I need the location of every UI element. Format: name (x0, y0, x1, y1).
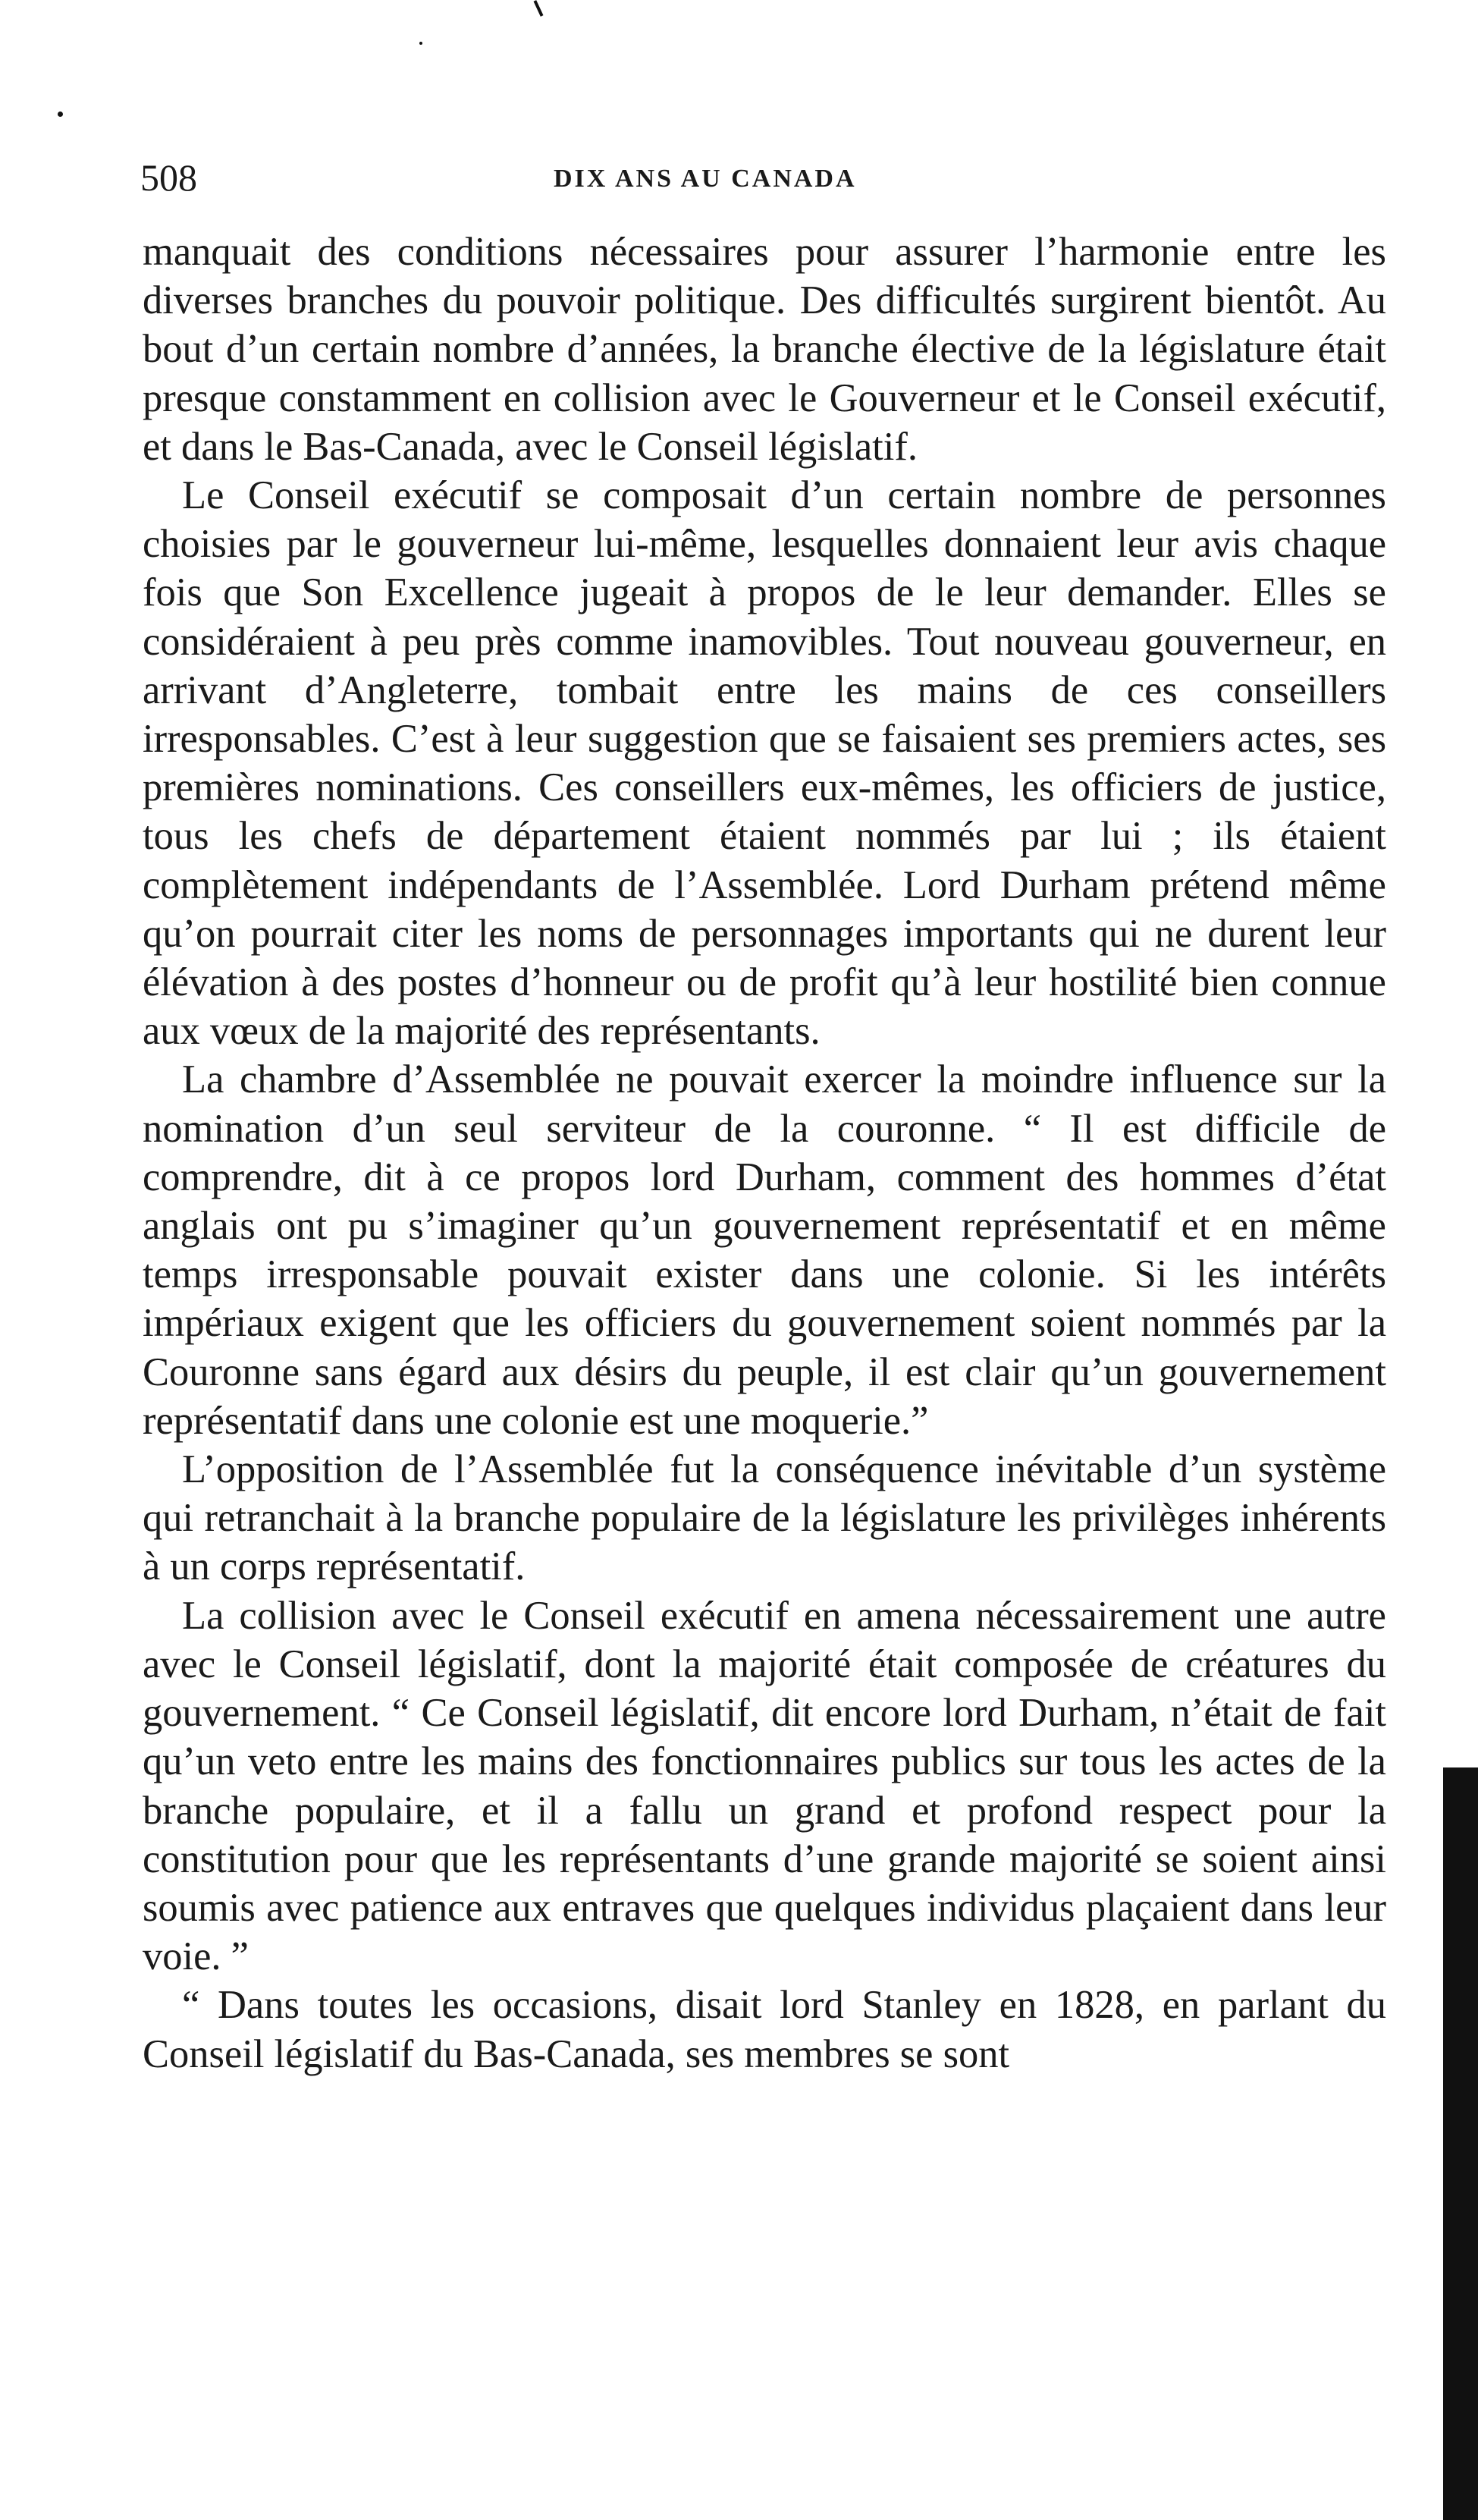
scan-speck (58, 112, 63, 117)
running-head: DIX ANS AU CANADA (554, 165, 857, 193)
paragraph: manquait des conditions nécessaires pour assurer l’harmonie entre les diverses branches du pouvoir politique. Des difficultés surgirent bientôt. Au bout d’un certain nombre d’années, la branche élective de la législature était presque constamment en collision avec le Gouverneur et le Conseil exécutif, et dans le Bas-Canada, avec le Conseil législatif. (143, 230, 1386, 469)
paragraph: La chambre d’Assemblée ne pouvait exercer la moindre influence sur la nomination d’un seul serviteur de la couronne. “ Il est difficile de comprendre, dit à ce propos lord Durham, comment des hommes d’état anglais ont pu s’imaginer qu’un gouvernement représentatif et en même temps irresponsable pouvait exister dans une colonie. Si les intérêts impériaux exigent que les officiers du gouvernement soient nommés par la Couronne sans égard aux désirs du peuple, il est clair qu’un gouvernement représentatif dans une colonie est une moquerie.” (143, 1057, 1386, 1443)
scan-speck (534, 0, 544, 17)
paragraph: La collision avec le Conseil exécutif en amena nécessairement une autre avec le Conseil législatif, dont la majorité était composée de créatures du gouvernement. “ Ce Conseil législatif, dit encore lord Durham, n’était de fait qu’un veto entre les mains des fonctionnaires publics sur tous les actes de la branche populaire, et il a fallu un grand et profond respect pour la constitution pour que les représentants d’une grande majorité se soient ainsi soumis avec patience aux entraves que quelques individus plaçaient dans leur voie. ” (143, 1593, 1386, 1979)
page-number: 508 (140, 156, 197, 199)
scan-edge-shadow (1443, 1767, 1478, 2520)
page-header (140, 156, 1384, 216)
paragraph: “ Dans toutes les occasions, disait lord Stanley en 1828, en parlant du Conseil législatif du Bas-Canada, ses membres se sont (143, 1983, 1386, 2076)
body-text (143, 228, 1386, 2079)
paragraph: L’opposition de l’Assemblée fut la conséquence inévitable d’un système qui retranchait à la branche populaire de la législature les privilèges inhérents à un corps représentatif. (143, 1447, 1386, 1589)
paragraph: Le Conseil exécutif se composait d’un certain nombre de personnes choisies par le gouverneur lui-même, lesquelles donnaient leur avis chaque fois que Son Excellence jugeait à propos de le leur demander. Elles se considéraient à peu près comme inamovibles. Tout nouveau gouverneur, en arrivant d’Angleterre, tombait entre les mains de ces conseillers irresponsables. C’est à leur suggestion que se faisaient ses premiers actes, ses premières nominations. Ces conseillers eux-mêmes, les officiers de justice, tous les chefs de département étaient nommés par lui ; ils étaient complètement indépendants de l’Assemblée. Lord Durham prétend même qu’on pourrait citer les noms de personnages importants qui ne durent leur élévation à des postes d’honneur ou de profit qu’à leur hostilité bien connue aux vœux de la majorité des représentants. (143, 473, 1386, 1054)
scan-speck (419, 42, 422, 45)
